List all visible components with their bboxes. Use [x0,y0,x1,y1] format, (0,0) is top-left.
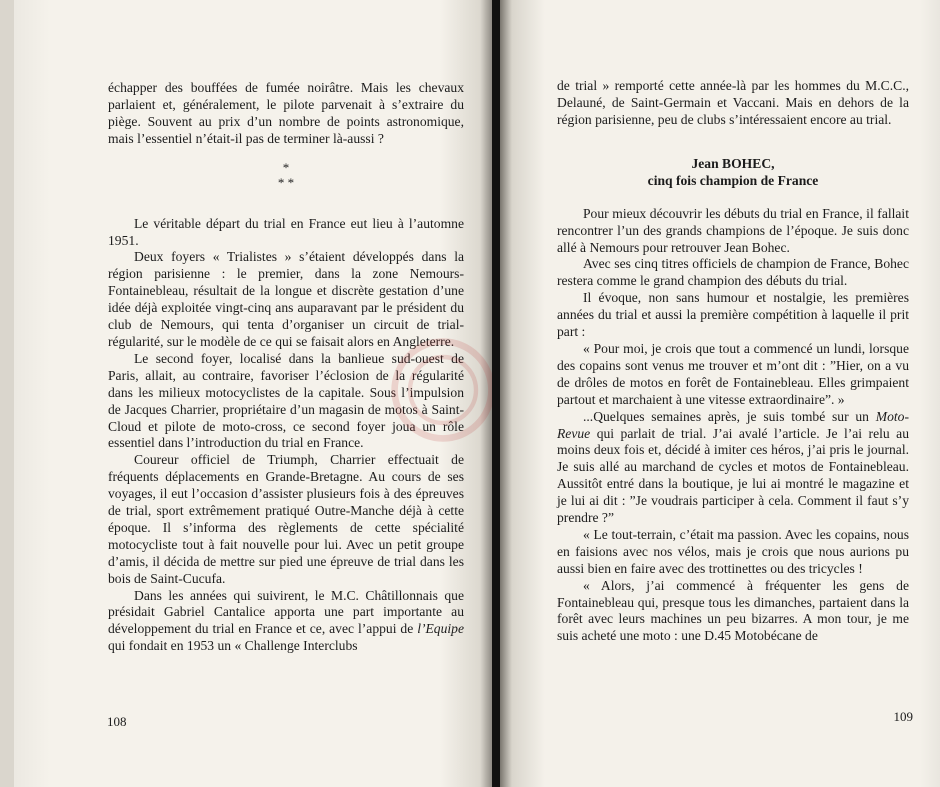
paragraph-text: Dans les années qui suivirent, le M.C. Châtillonnais que présidait Gabriel Cantalice apporta une part importante au développement du trial en France et ce, avec l’appui de [108,587,464,637]
paragraph: de trial » remporté cette année-là par les hommes du M.C.C., Delauné, de Saint-Germain et Vaccani. Mais en dehors de la région parisienne, peu de clubs s’intéressaient encore au trial. [557,78,909,127]
paragraph: Le véritable départ du trial en France eut lieu à l’automne 1951. [108,215,464,248]
paragraph: Coureur officiel de Triumph, Charrier effectuait de fréquents déplacements en Grande-Bretagne. Au cours de ses voyages, il eut l’occasion d’assister plusieurs fois à des épreuves de trial, sport extrêmement pratiqué Outre-Manche déjà à cette époque. Il s’informa des règlements de cette spécialité motocycliste tout à fait nouvelle pour lui. Avec un petit groupe d’amis, il décida de mettre sur pied une épreuve de trial dans les bois de Saint-Cucufa. [108,452,464,586]
paragraph: « Alors, j’ai commencé à fréquenter les gens de Fontainebleau qui, presque tous les dimanches, partaient dans la forêt avec leurs machines un peu bizarres. A mon tour, je me suis acheté une moto : une D.45 Motobécane de [557,577,909,644]
publication-title: l’Equipe [417,621,464,637]
section-heading [557,155,909,189]
paragraph: Le second foyer, localisé dans la banlieue sud-ouest de Paris, allait, au contraire, favoriser l’éclosion de la régularité dans les milieux motocyclistes de la capitale. Sous l’impulsion de Jacques Charrier, propriétaire d’un magasin de motos à Saint-Cloud et pilote de moto-cross, ce second foyer joua un rôle essentiel dans l’introduction du trial en France. [108,350,464,451]
paragraph: Deux foyers « Trialistes » s’étaient développés dans la région parisienne : le premier, dans la zone Nemours-Fontainebleau, résultait de la longue et discrète gestation d’une idée déjà exploitée vingt-cinq ans auparavant par le président du club de Nemours, qui tenta d’organiser un circuit de trial-régularité, sur le modèle de ce qui se faisait alors en Angleterre. [108,249,464,349]
watermark-stamp [388,335,492,445]
paragraph: Il évoque, non sans humour et nostalgie, les premières années du trial et aussi la première compétition à laquelle il prit part : [557,290,909,340]
paragraph-text: ...Quelques semaines après, je suis tombé sur un [583,408,869,424]
star-pair: * * [277,174,295,190]
paragraph-text: qui parlait de trial. J’ai avalé l’article. Je l’ai relu au moins deux fois et, décidé à imiter ces héros, j’ai pris le journal. Je suis allé au marchand de cycles et motos de Fontainebleau. Aussitôt entré dans la boutique, je lui ai montré le magazine et je lui ai dit : ”Je voudrais participer à cela. Comment il faut s’y prendre ?” [557,425,909,526]
paragraph [108,588,464,656]
heading-line: Jean BOHEC, [691,155,775,171]
paragraph: Pour mieux découvrir les débuts du trial en France, il fallait rencontrer l’un des grands champions de l’époque. Je suis donc allé à Nemours pour retrouver Jean Bohec. [557,205,909,255]
paragraph-text: qui fondait en 1953 un « Challenge Interclubs [108,638,358,654]
page-edge [0,0,14,787]
paragraph: Avec ses cinq titres officiels de champion de France, Bohec restera comme le grand champion des débuts du trial. [557,256,909,289]
page-number: 108 [107,714,127,729]
paragraph: échapper des bouffées de fumée noirâtre. Mais les chevaux parlaient et, généralement, le pilote parvenait à s’extraire du piège. Souvent au prix d’un nombre de points astronomique, mais l’essentiel n’était-il pas de terminer là-aussi ? [108,80,464,146]
right-page [500,0,940,787]
right-page-text [557,78,909,645]
page-number: 109 [893,709,913,724]
section-separator [108,160,464,190]
heading-line: cinq fois champion de France [647,172,819,188]
book-gutter [492,0,500,787]
star: * [282,159,290,175]
paragraph [557,409,909,527]
paragraph: « Le tout-terrain, c’était ma passion. Avec les copains, nous en faisions avec nos vélos, mais je crois que nous aurions pu aussi bien en faire avec des trottinettes ou des tricycles ! [557,526,909,576]
paragraph: « Pour moi, je crois que tout a commencé un lundi, lorsque des copains sont venus me trouver et m’ont dit : ”Hier, on a vu de drôles de motos en forêt de Fontainebleau. Elles grimpaient partout et marchaient à une vitesse extraordinaire”. » [557,340,909,407]
publication-title: Moto-Revue [557,408,909,441]
